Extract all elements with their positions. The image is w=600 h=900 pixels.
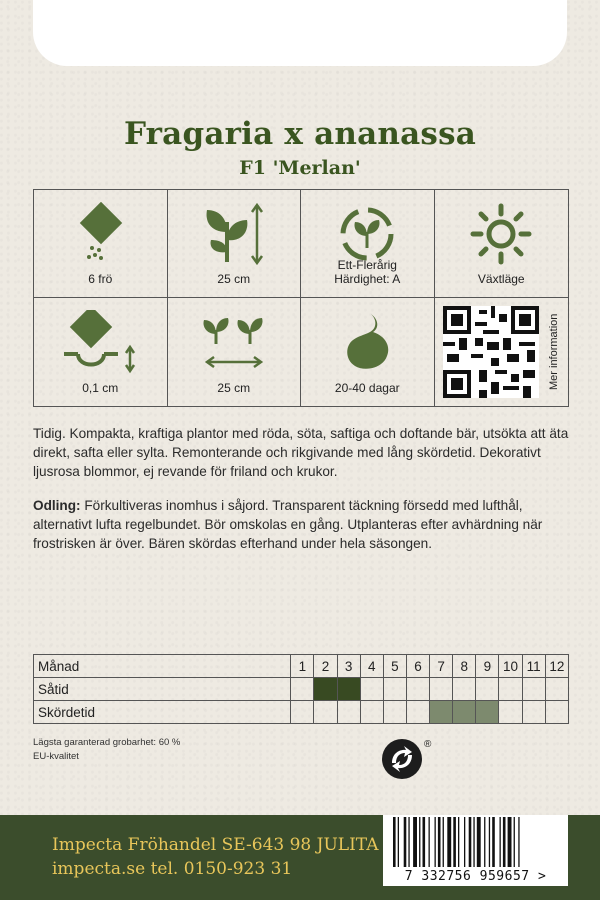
- seed-packet-icon: [68, 202, 132, 266]
- plant-spacing-icon: [194, 310, 274, 374]
- calendar-cell: [314, 701, 337, 724]
- sowing-time-row: [34, 678, 569, 701]
- germination-label: 20-40 dagar: [334, 381, 400, 395]
- month-7: 7: [430, 655, 453, 678]
- plant-height-label: 25 cm: [217, 272, 251, 286]
- month-10: 10: [499, 655, 522, 678]
- cultivation-heading: Odling:: [33, 498, 81, 513]
- variety-description: Tidig. Kompakta, kraftiga plantor med röda, söta, saftiga och doftande bär, utsökta att äta direkt, safta eller sylta. Remonterande och rikgivande med lång skördetid. Dekorativt ljusrosa blommor, ej revande för friland och krukor.: [33, 426, 569, 479]
- calendar-cell-active: [476, 701, 499, 724]
- fine-print: [33, 736, 180, 764]
- month-5: 5: [383, 655, 406, 678]
- month-4: 4: [360, 655, 383, 678]
- calendar-cell-active: [453, 701, 476, 724]
- sun-exposure-label: Växtläge: [477, 272, 525, 286]
- sowing-time-label: Såtid: [34, 678, 291, 701]
- sun-icon: [469, 202, 533, 266]
- month-2: 2: [314, 655, 337, 678]
- barcode-bars: [383, 815, 568, 869]
- perennial-cycle-icon: [335, 202, 399, 266]
- germination-cell: [301, 298, 435, 406]
- month-9: 9: [476, 655, 499, 678]
- calendar-cell: [406, 701, 429, 724]
- cultivation-text: Förkultiveras inomhus i såjord. Transparent täckning försedd med lufthål, alternativt lufta regelbundet. Bör omskolas en gång. Utplanteras efter avhärdning när frostrisken är över. Bären skördas efterhand under hela säsongen.: [33, 498, 543, 551]
- registered-mark: ®: [424, 739, 432, 750]
- calendar-cell: [337, 701, 360, 724]
- barcode: [383, 815, 568, 886]
- harvest-time-label: Skördetid: [34, 701, 291, 724]
- recycle-icon: [380, 737, 436, 781]
- calendar-cell: [499, 701, 522, 724]
- calendar-header-label: Månad: [34, 655, 291, 678]
- plant-spacing-label: 25 cm: [217, 381, 251, 395]
- sowing-depth-label: 0,1 cm: [82, 381, 119, 395]
- month-8: 8: [453, 655, 476, 678]
- plant-height-icon: [199, 202, 269, 266]
- calendar-cell: [360, 701, 383, 724]
- calendar-cell-active: [337, 678, 360, 701]
- plant-spacing-cell: [168, 298, 302, 406]
- seed-count-cell: [34, 190, 168, 298]
- company-contact: impecta.se tel. 0150-923 31: [52, 859, 293, 879]
- cultivation-instructions: [33, 496, 569, 553]
- barcode-digits: 7 332756 959657 >: [404, 869, 547, 884]
- calendar-cell: [522, 678, 545, 701]
- life-cycle-cell: [301, 190, 435, 298]
- hang-tab: [33, 0, 567, 66]
- calendar-cell: [453, 678, 476, 701]
- calendar-cell: [499, 678, 522, 701]
- eu-quality: EU-kvalitet: [33, 751, 79, 762]
- plant-height-cell: [168, 190, 302, 298]
- month-12: 12: [545, 655, 568, 678]
- info-grid: [33, 189, 569, 407]
- calendar-cell: [291, 678, 314, 701]
- calendar-cell: [291, 701, 314, 724]
- germination-guarantee: Lägsta garanterad grobarhet: 60 %: [33, 737, 181, 748]
- calendar-cell-active: [430, 701, 453, 724]
- calendar-cell-active: [314, 678, 337, 701]
- calendar-header-row: [34, 655, 569, 678]
- calendar-cell: [545, 701, 568, 724]
- variety-subtitle: F1 'Merlan': [239, 157, 361, 179]
- company-address: Impecta Fröhandel SE-643 98 JULITA: [52, 835, 379, 855]
- life-cycle-label: Ett-Flerårig Härdighet: A: [334, 258, 401, 286]
- calendar-cell: [383, 678, 406, 701]
- month-11: 11: [522, 655, 545, 678]
- qr-cell[interactable]: [435, 298, 569, 406]
- calendar-cell: [406, 678, 429, 701]
- calendar-cell: [383, 701, 406, 724]
- calendar-cell: [360, 678, 383, 701]
- month-1: 1: [291, 655, 314, 678]
- seed-count-label: 6 frö: [88, 272, 113, 286]
- calendar-cell: [476, 678, 499, 701]
- species-title: Fragaria x ananassa: [123, 116, 477, 152]
- month-3: 3: [337, 655, 360, 678]
- sowing-depth-icon: [60, 310, 140, 376]
- sun-exposure-cell: [435, 190, 569, 298]
- sowing-calendar: [33, 654, 569, 724]
- germination-icon: [335, 310, 399, 376]
- calendar-cell: [522, 701, 545, 724]
- sowing-depth-cell: [34, 298, 168, 406]
- calendar-cell: [545, 678, 568, 701]
- calendar-cell: [430, 678, 453, 701]
- harvest-time-row: [34, 701, 569, 724]
- month-6: 6: [406, 655, 429, 678]
- qr-code-icon[interactable]: [443, 306, 539, 398]
- more-info-label: Mer information: [548, 313, 560, 391]
